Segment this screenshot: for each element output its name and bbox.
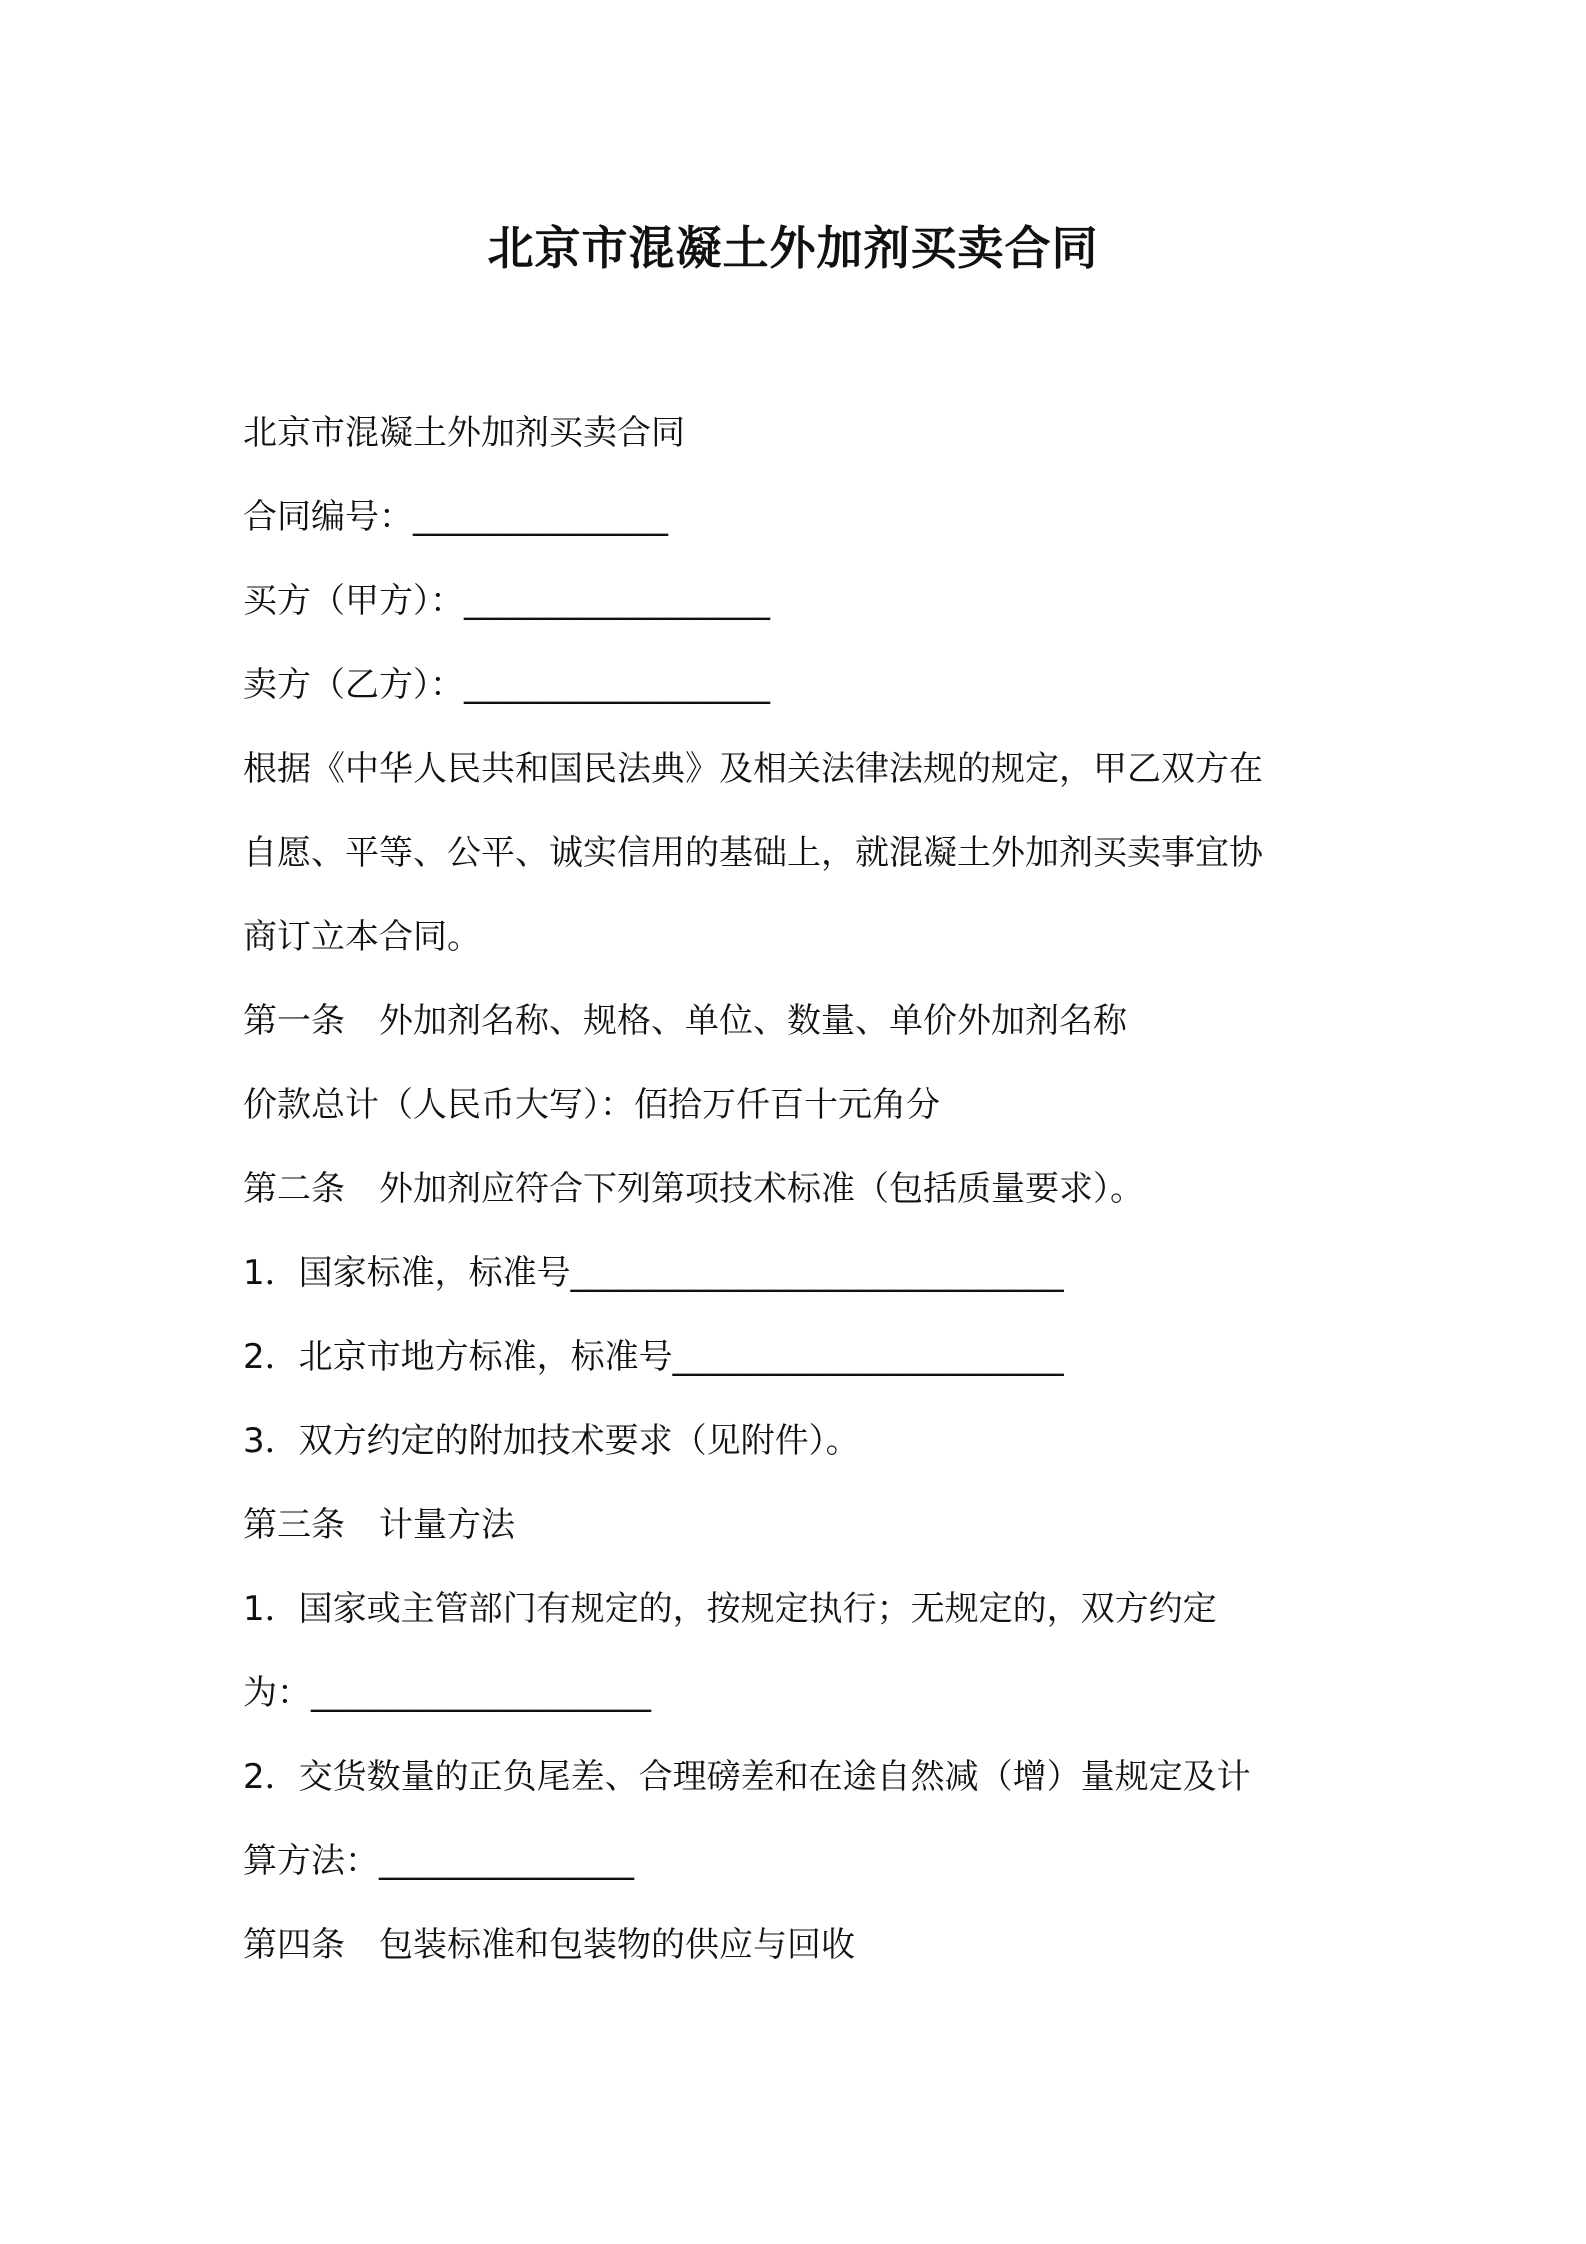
buyer-line <box>243 581 770 622</box>
price-total-text: 价款总计（人民币大写）：佰拾万仟百十元角分 <box>243 1085 940 1125</box>
contract-number-label: 合同编号： <box>243 497 413 537</box>
article-2-number: 第二条 <box>243 1169 345 1209</box>
preamble-line-2 <box>243 833 1263 874</box>
local-standard-line <box>243 1337 1064 1378</box>
national-standard-blank: _____________________________ <box>570 1253 1064 1293</box>
preamble-text-1: 根据《中华人民共和国民法典》及相关法律法规的规定，甲乙双方在 <box>243 749 1263 789</box>
preamble-line-3 <box>243 917 481 958</box>
measurement-clause-2-label: 算方法： <box>243 1841 379 1881</box>
price-total-line <box>243 1085 940 1126</box>
local-standard-blank: _______________________ <box>672 1337 1064 1377</box>
measurement-clause-2-line-1 <box>243 1757 1251 1798</box>
article-4-number: 第四条 <box>243 1925 345 1965</box>
preamble-line-1 <box>243 749 1263 790</box>
article-4-text: 包装标准和包装物的供应与回收 <box>379 1925 855 1965</box>
additional-requirements-text: 3．双方约定的附加技术要求（见附件）。 <box>243 1421 860 1461</box>
preamble-text-3: 商订立本合同。 <box>243 917 481 957</box>
national-standard-label: 1．国家标准，标准号 <box>243 1253 571 1293</box>
contract-number-blank: _______________ <box>413 497 668 537</box>
article-2-text: 外加剂应符合下列第项技术标准（包括质量要求）。 <box>379 1169 1144 1209</box>
contract-heading <box>243 413 685 454</box>
preamble-text-2: 自愿、平等、公平、诚实信用的基础上，就混凝土外加剂买卖事宜协 <box>243 833 1263 873</box>
measurement-clause-2-blank: _______________ <box>379 1841 634 1881</box>
buyer-label: 买方（甲方）： <box>243 581 464 621</box>
article-1-heading <box>243 1001 1127 1042</box>
measurement-clause-1-line-2 <box>243 1673 651 1714</box>
article-3-heading <box>243 1505 515 1546</box>
contract-heading-text: 北京市混凝土外加剂买卖合同 <box>243 413 685 453</box>
article-1-number: 第一条 <box>243 1001 345 1041</box>
measurement-clause-1-text: 1．国家或主管部门有规定的，按规定执行；无规定的，双方约定 <box>243 1589 1217 1629</box>
national-standard-line <box>243 1253 1064 1294</box>
contract-number-line <box>243 497 668 538</box>
article-3-number: 第三条 <box>243 1505 345 1545</box>
measurement-clause-2-line-2 <box>243 1841 634 1882</box>
seller-blank: __________________ <box>464 665 770 705</box>
article-3-text: 计量方法 <box>379 1505 515 1545</box>
measurement-clause-1-line-1 <box>243 1589 1217 1630</box>
measurement-clause-1-blank: ____________________ <box>311 1673 651 1713</box>
buyer-blank: __________________ <box>464 581 770 621</box>
article-2-heading <box>243 1169 1144 1210</box>
measurement-clause-2-text: 2．交货数量的正负尾差、合理磅差和在途自然减（增）量规定及计 <box>243 1757 1251 1797</box>
additional-requirements-line <box>243 1421 860 1462</box>
measurement-clause-1-label: 为： <box>243 1673 311 1713</box>
seller-label: 卖方（乙方）： <box>243 665 464 705</box>
local-standard-label: 2．北京市地方标准，标准号 <box>243 1337 673 1377</box>
seller-line <box>243 665 770 706</box>
article-4-heading <box>243 1925 855 1966</box>
article-1-text: 外加剂名称、规格、单位、数量、单价外加剂名称 <box>379 1001 1127 1041</box>
document-title: 北京市混凝土外加剂买卖合同 <box>487 221 1099 275</box>
